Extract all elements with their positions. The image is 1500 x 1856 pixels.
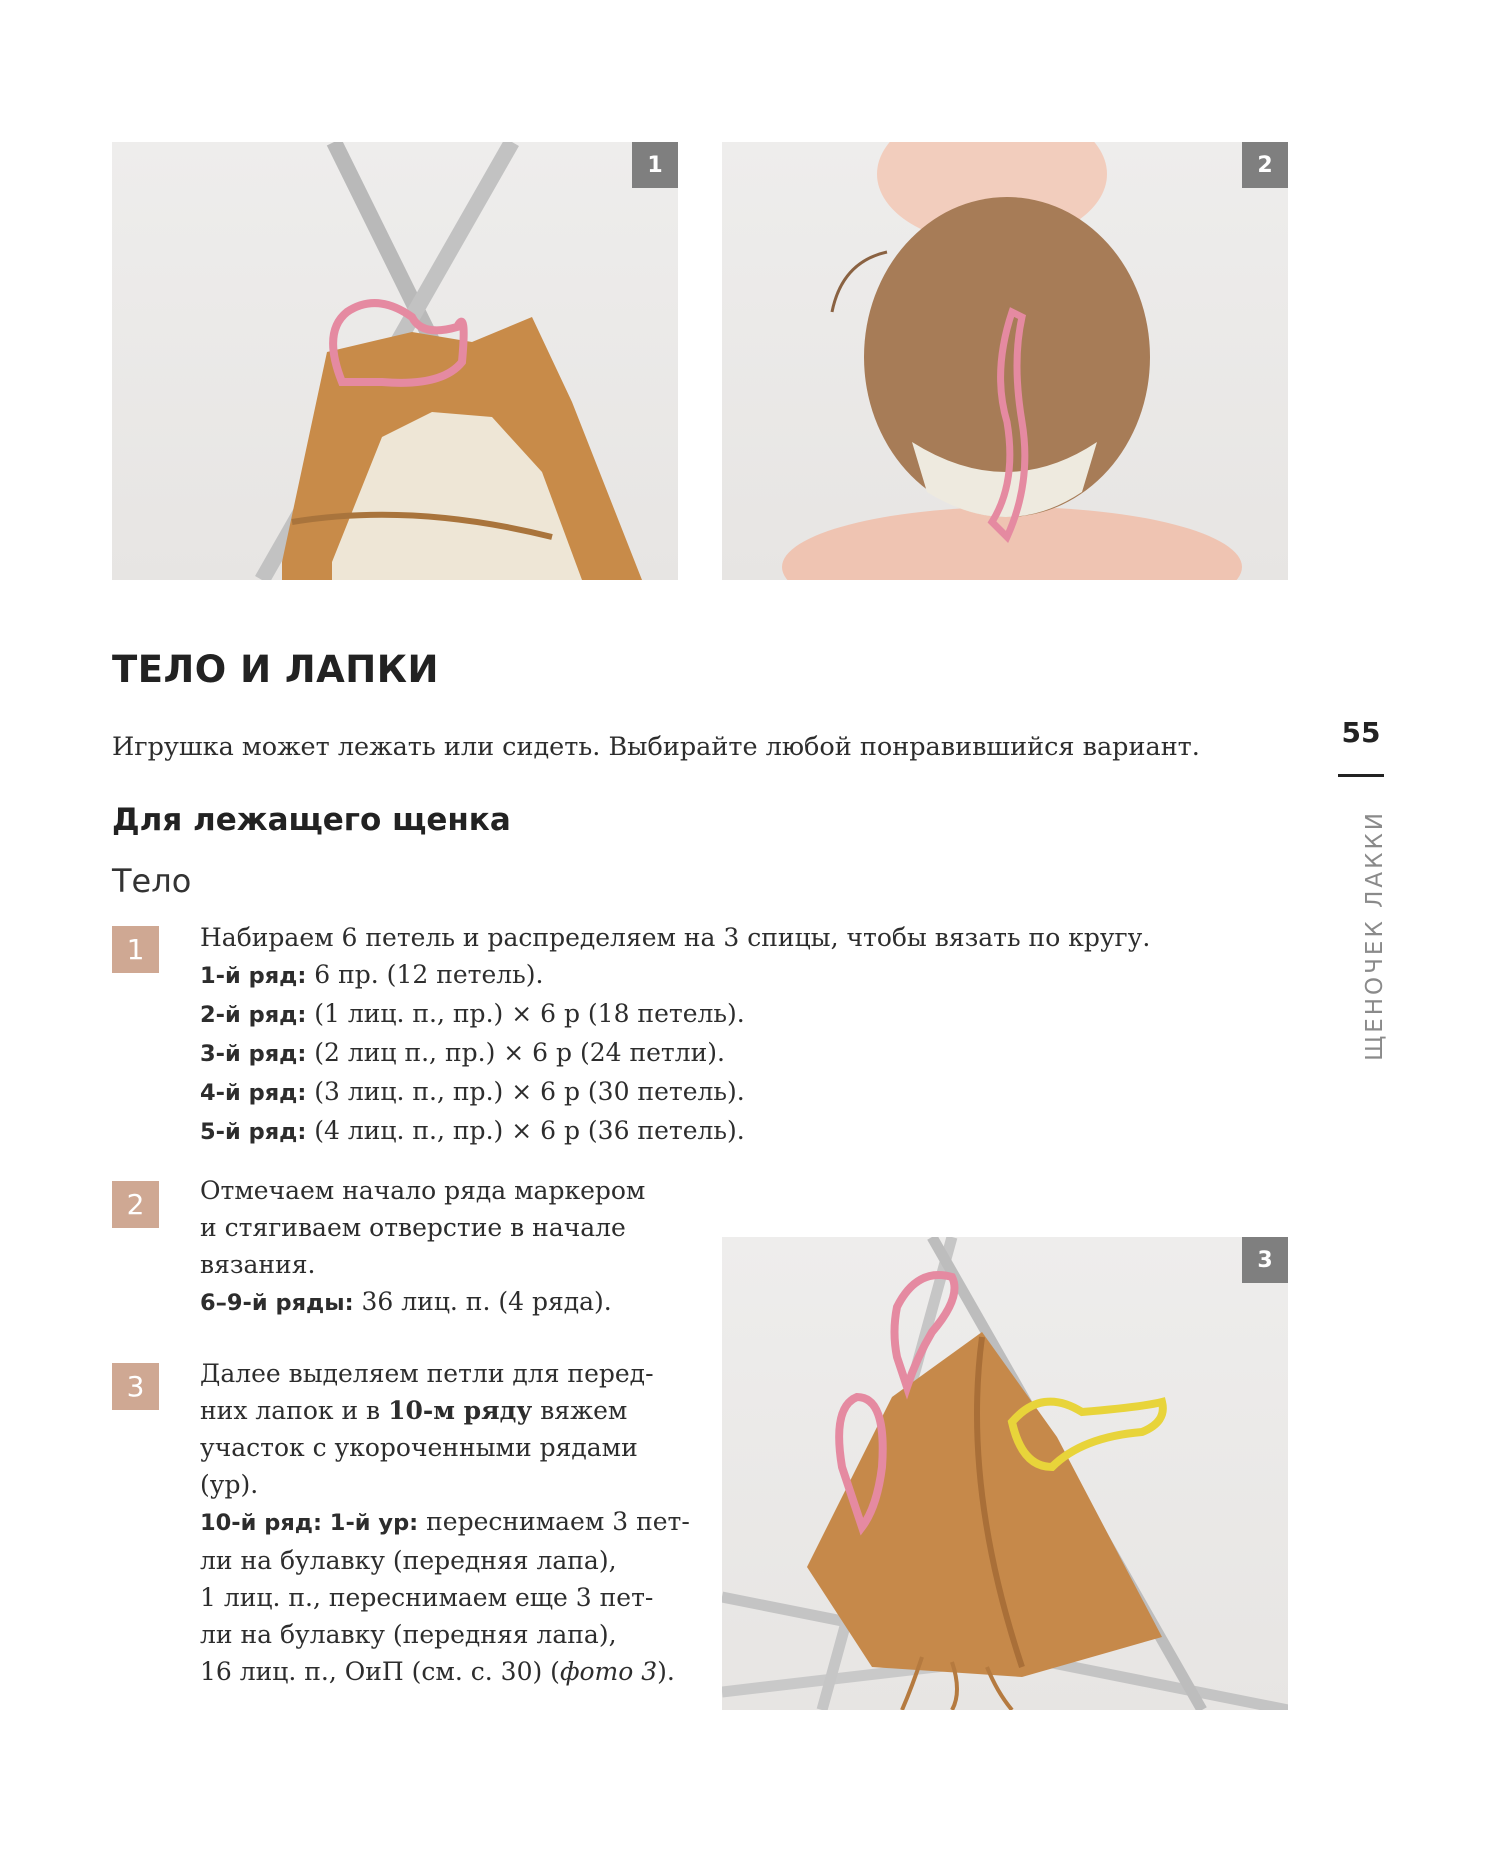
step-2-number: 2 xyxy=(112,1181,159,1228)
subheading-lying-puppy: Для лежащего щенка xyxy=(112,802,511,838)
step-3-number: 3 xyxy=(112,1363,159,1410)
step-1-text xyxy=(200,919,1150,1151)
step-1-row-5: 5-й ряд: (4 лиц. п., пр.) × 6 р (36 петель). xyxy=(200,1116,745,1145)
intro-paragraph: Игрушка может лежать или сидеть. Выбирайте любой понравившийся вариант. xyxy=(112,732,1200,762)
photo-3 xyxy=(722,1237,1288,1710)
page-number-rule xyxy=(1338,774,1384,777)
photo-2-badge: 2 xyxy=(1242,142,1288,188)
step-1-row-3: 3-й ряд: (2 лиц п., пр.) × 6 р (24 петли). xyxy=(200,1038,726,1067)
photo-3-illustration xyxy=(722,1237,1288,1710)
page-number: 55 xyxy=(1341,716,1381,749)
photo-2-illustration xyxy=(722,142,1288,580)
step-1-row-1: 1-й ряд: 6 пр. (12 петель). xyxy=(200,960,544,989)
photo-reference: фото 3 xyxy=(559,1657,658,1686)
step-1-intro: Набираем 6 петель и распределяем на 3 спицы, чтобы вязать по кругу. xyxy=(200,923,1151,952)
step-3-text: Далее выделяем петли для перед- них лапок и в 10-м ряду вяжем участок с укороченными рядами (ур). 10-й ряд: 1-й ур: переснимаем 3 пет- ли на булавку (передняя лапа), 1 лиц. п., переснимаем еще 3 пет- ли на булавку (передняя лапа), 16 лиц. п., ОиП (см. с. 30) (фото 3). xyxy=(200,1359,690,1686)
chapter-title-text: ЩЕНОЧЕК ЛАККИ xyxy=(1362,810,1388,1061)
photo-3-badge: 3 xyxy=(1242,1237,1288,1283)
chapter-title xyxy=(1358,810,1392,1060)
photo-2 xyxy=(722,142,1288,580)
photo-1-badge: 1 xyxy=(632,142,678,188)
photo-1-illustration xyxy=(112,142,678,580)
subheading-body: Тело xyxy=(112,862,192,900)
step-1-row-2: 2-й ряд: (1 лиц. п., пр.) × 6 р (18 петель). xyxy=(200,999,745,1028)
step-1-number: 1 xyxy=(112,926,159,973)
step-3-row: 10-й ряд: 1-й ур: переснимаем 3 пет- xyxy=(200,1507,690,1536)
photo-1 xyxy=(112,142,678,580)
step-2-text: Отмечаем начало ряда маркером и стягиваем отверстие в начале вязания. 6–9-й ряды: 36 лиц. п. (4 ряда). xyxy=(200,1172,645,1322)
section-heading: ТЕЛО И ЛАПКИ xyxy=(112,648,439,691)
step-1-row-4: 4-й ряд: (3 лиц. п., пр.) × 6 р (30 петель). xyxy=(200,1077,745,1106)
step-2-row: 6–9-й ряды: 36 лиц. п. (4 ряда). xyxy=(200,1287,612,1316)
